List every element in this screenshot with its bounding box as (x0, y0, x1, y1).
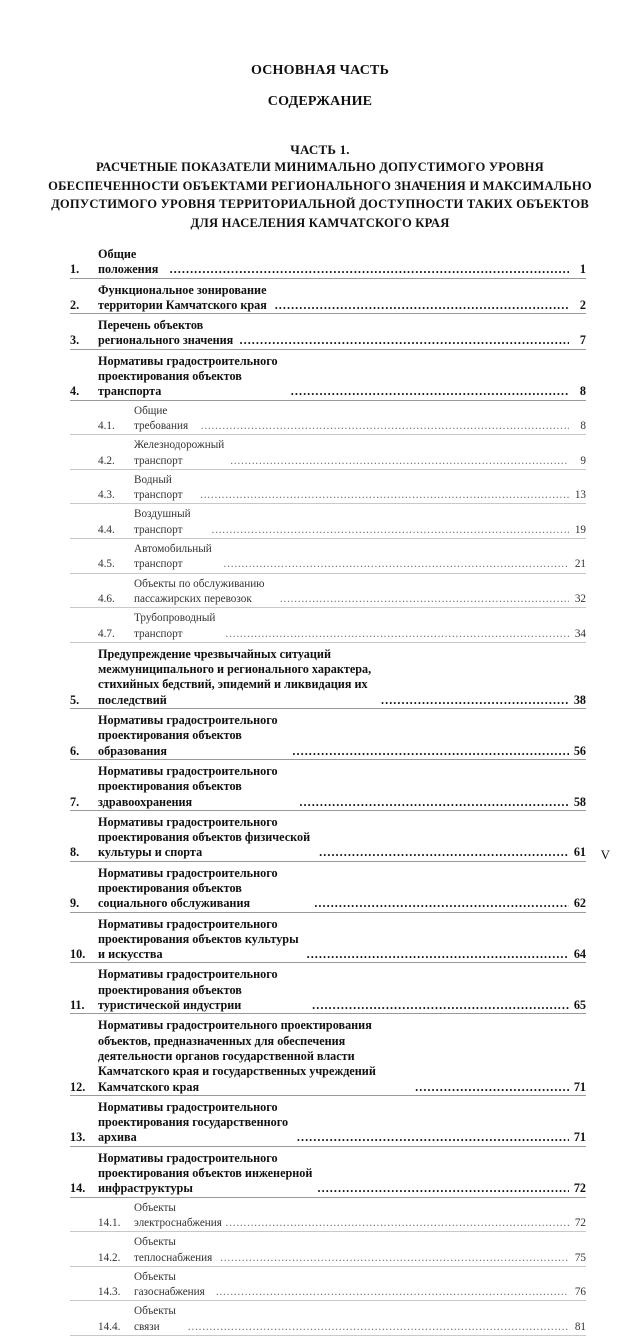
toc-entry-page: 65 (573, 998, 586, 1013)
toc-entry-page: 62 (573, 896, 586, 911)
toc-entry-number: 4. (70, 384, 80, 399)
toc-entry-title: Функциональное зонирование территории Камчатского края (98, 282, 267, 312)
toc-entry-title: Объекты газоснабжения (134, 1270, 205, 1299)
toc-entry[interactable] (70, 318, 586, 350)
toc-entry-number: 4.1. (98, 419, 115, 432)
toc-entry-body (70, 764, 586, 810)
toc-entry-body (70, 283, 586, 314)
dot-leader (188, 1320, 569, 1335)
toc-entry-body (70, 917, 586, 963)
part-title: РАСЧЕТНЫЕ ПОКАЗАТЕЛИ МИНИМАЛЬНО ДОПУСТИМОГО УРОВНЯ ОБЕСПЕЧЕННОСТИ ОБЪЕКТАМИ РЕГИОНАЛЬНОГО ЗНАЧЕНИЯ И МАКСИМАЛЬНО ДОПУСТИМОГО УРОВНЯ ТЕРРИТОРИАЛЬНОЙ ДОСТУПНОСТИ ТАКИХ ОБЪЕКТОВ ДЛЯ НАСЕЛЕНИЯ КАМЧАТСКОГО КРАЯ (48, 160, 592, 230)
toc-entry-page: 81 (574, 1320, 586, 1333)
toc-subentry[interactable] (70, 404, 586, 436)
toc-entry-page: 2 (579, 297, 586, 312)
toc-subentry[interactable] (70, 1270, 586, 1302)
toc-entry-number: 13. (70, 1130, 86, 1145)
toc-entry-number: 1. (70, 262, 80, 277)
toc-entry-number: 4.2. (98, 454, 115, 467)
toc-subentry[interactable] (70, 438, 586, 470)
dot-leader (201, 419, 569, 434)
dot-leader (275, 298, 569, 313)
toc-entry[interactable] (70, 764, 586, 811)
toc-entry-body (70, 611, 586, 642)
toc-entry-page: 72 (574, 1216, 586, 1229)
dot-leader (170, 262, 569, 277)
dot-leader (226, 627, 569, 642)
toc-entry-body (70, 1100, 586, 1146)
toc-entry-title: Нормативы градостроительного проектирования государственного архива (98, 1099, 289, 1145)
toc-entry[interactable] (70, 247, 586, 279)
toc-entry-title: Водный транспорт (134, 473, 183, 502)
toc-entry-page: 8 (580, 419, 586, 432)
toc-entry-number: 4.4. (98, 523, 115, 536)
toc-entry[interactable] (70, 967, 586, 1014)
toc-entry-title: Общие требования (134, 404, 189, 432)
toc-entry-number: 6. (70, 743, 80, 758)
toc-entry-body (70, 647, 586, 708)
toc-entry[interactable] (70, 866, 586, 913)
toc-entry-title: Нормативы градостроительного проектирования объектов образования (98, 713, 278, 758)
toc-subentry[interactable] (70, 611, 586, 643)
toc-entry-page: 19 (574, 523, 586, 536)
toc-entry-page: 38 (573, 692, 586, 707)
toc-entry[interactable] (70, 917, 586, 964)
toc-entry-title: Нормативы градостроительного проектирования объектов туристической индустрии (98, 967, 278, 1013)
toc-entry-number: 14.4. (98, 1320, 121, 1333)
toc-entry-number: 14.2. (98, 1251, 121, 1264)
toc-entry[interactable] (70, 283, 586, 315)
toc-entry-title: Автомобильный транспорт (134, 543, 212, 571)
toc-entry-number: 7. (70, 794, 80, 809)
toc-entry-page: 56 (573, 743, 586, 758)
toc-entry-page: 8 (579, 384, 586, 399)
table-of-contents (70, 247, 586, 1336)
toc-entry-body (70, 438, 586, 469)
toc-entry-body (70, 247, 586, 278)
toc-subentry[interactable] (70, 473, 586, 505)
toc-entry-number: 14.1. (98, 1216, 121, 1229)
toc-entry-page: 32 (574, 592, 586, 605)
toc-entry-number: 4.7. (98, 627, 115, 640)
page-number: V (600, 847, 610, 862)
toc-entry-body (70, 1018, 586, 1094)
dot-leader (230, 454, 569, 469)
toc-entry-page: 61 (573, 845, 586, 860)
toc-entry-number: 4.3. (98, 489, 115, 502)
toc-subentry[interactable] (70, 507, 586, 539)
toc-entry-number: 4.5. (98, 558, 115, 571)
toc-entry[interactable] (70, 815, 586, 862)
toc-entry-body (70, 1304, 586, 1335)
toc-entry-body (70, 577, 586, 608)
part-heading: ЧАСТЬ 1. (290, 142, 350, 157)
toc-entry-body (70, 507, 586, 538)
toc-entry-number: 10. (70, 947, 86, 962)
dot-leader (280, 592, 569, 607)
toc-entry-page: 1 (579, 262, 586, 277)
toc-subentry[interactable] (70, 1304, 586, 1336)
toc-entry-number: 12. (70, 1079, 86, 1094)
toc-entry-number: 14.3. (98, 1286, 121, 1299)
toc-entry-body (70, 1201, 586, 1232)
dot-leader (415, 1080, 569, 1095)
toc-entry-body (70, 815, 586, 861)
toc-entry-page: 72 (573, 1181, 586, 1196)
toc-heading: СОДЕРЖАНИЕ (267, 94, 373, 109)
dot-leader (292, 744, 569, 759)
toc-entry-number: 14. (70, 1181, 86, 1196)
toc-entry-title: Объекты электроснабжения (134, 1201, 222, 1229)
dot-leader (212, 523, 569, 538)
dot-leader (381, 693, 569, 708)
toc-entry-page: 9 (580, 454, 586, 467)
toc-entry-title: Нормативы градостроительного проектирования объектов физической культуры и спорта (98, 814, 311, 860)
toc-entry-page: 34 (574, 627, 586, 640)
toc-entry-body (70, 1151, 586, 1197)
dot-leader (200, 488, 569, 503)
toc-entry-page: 75 (574, 1251, 586, 1264)
toc-entry-page: 76 (574, 1286, 586, 1299)
toc-entry-title: Нормативы градостроительного проектирования объектов транспорта (98, 353, 278, 399)
dot-leader (314, 896, 569, 911)
toc-entry[interactable] (70, 1100, 586, 1147)
toc-entry-title: Перечень объектов регионального значения (98, 318, 234, 348)
toc-entry-title: Нормативы градостроительного проектирования объектов социального обслуживания (98, 865, 278, 911)
toc-entry-number: 4.6. (98, 592, 115, 605)
toc-subentry[interactable] (70, 1201, 586, 1233)
toc-entry-body (70, 967, 586, 1013)
toc-subentry[interactable] (70, 1235, 586, 1267)
dot-leader (216, 1285, 569, 1300)
toc-subentry[interactable] (70, 577, 586, 609)
toc-subentry[interactable] (70, 542, 586, 574)
toc-entry-body (70, 318, 586, 349)
toc-entry-body (70, 1270, 586, 1301)
toc-entry-title: Общие положения (98, 247, 159, 277)
dot-leader (318, 1181, 569, 1196)
toc-entry[interactable] (70, 1018, 586, 1095)
toc-entry-page: 21 (574, 558, 586, 571)
section-heading: ОСНОВНАЯ ЧАСТЬ (250, 63, 390, 78)
dot-leader (307, 947, 569, 962)
toc-entry-number: 9. (70, 896, 80, 911)
toc-entry-page: 71 (573, 1079, 586, 1094)
dot-leader (299, 795, 569, 810)
toc-entry-page: 71 (573, 1130, 586, 1145)
dot-leader (312, 998, 569, 1013)
dot-leader (319, 845, 569, 860)
toc-entry-page: 58 (573, 794, 586, 809)
toc-entry[interactable] (70, 354, 586, 401)
toc-entry-title: Нормативы градостроительного проектирования объектов культуры и искусства (98, 916, 299, 962)
toc-entry-page: 64 (573, 947, 586, 962)
dot-leader (240, 333, 569, 348)
toc-entry-title: Объекты по обслуживанию пассажирских перевозок (134, 577, 265, 605)
toc-entry-title: Объекты связи (134, 1305, 176, 1333)
toc-entry-number: 2. (70, 297, 80, 312)
toc-entry-body (70, 1235, 586, 1266)
toc-entry-body (70, 473, 586, 504)
toc-entry-title: Нормативы градостроительного проектирования объектов инженерной инфраструктуры (98, 1150, 313, 1196)
toc-entry-title: Нормативы градостроительного проектирования объектов, предназначенных для обеспечения деятельности органов государственной власти Камчатского края и государственных учреждений Камчатского края (98, 1018, 376, 1094)
toc-entry-title: Нормативы градостроительного проектирования объектов здравоохранения (98, 763, 278, 809)
toc-entry-title: Предупреждение чрезвычайных ситуаций межмуниципального и регионального характера, стихийных бедствий, эпидемий и ликвидация их последствий (98, 646, 372, 707)
toc-entry-title: Трубопроводный транспорт (134, 612, 216, 640)
toc-entry-title: Объекты теплоснабжения (134, 1236, 213, 1264)
toc-entry-title: Железнодорожный транспорт (134, 439, 225, 467)
dot-leader (224, 557, 569, 572)
toc-entry-body (70, 542, 586, 573)
toc-entry-page: 13 (574, 489, 586, 502)
toc-entry-page: 7 (579, 333, 586, 348)
toc-entry-title: Воздушный транспорт (134, 508, 191, 536)
dot-leader (291, 384, 569, 399)
toc-entry[interactable] (70, 647, 586, 709)
toc-entry[interactable] (70, 713, 586, 760)
toc-entry-body (70, 354, 586, 400)
toc-entry-number: 5. (70, 692, 80, 707)
toc-entry-body (70, 404, 586, 435)
dot-leader (220, 1251, 569, 1266)
toc-entry-number: 3. (70, 333, 80, 348)
dot-leader (297, 1130, 569, 1145)
dot-leader (226, 1216, 569, 1231)
toc-entry[interactable] (70, 1151, 586, 1198)
toc-entry-number: 11. (70, 998, 85, 1013)
toc-entry-body (70, 713, 586, 759)
toc-entry-number: 8. (70, 845, 80, 860)
